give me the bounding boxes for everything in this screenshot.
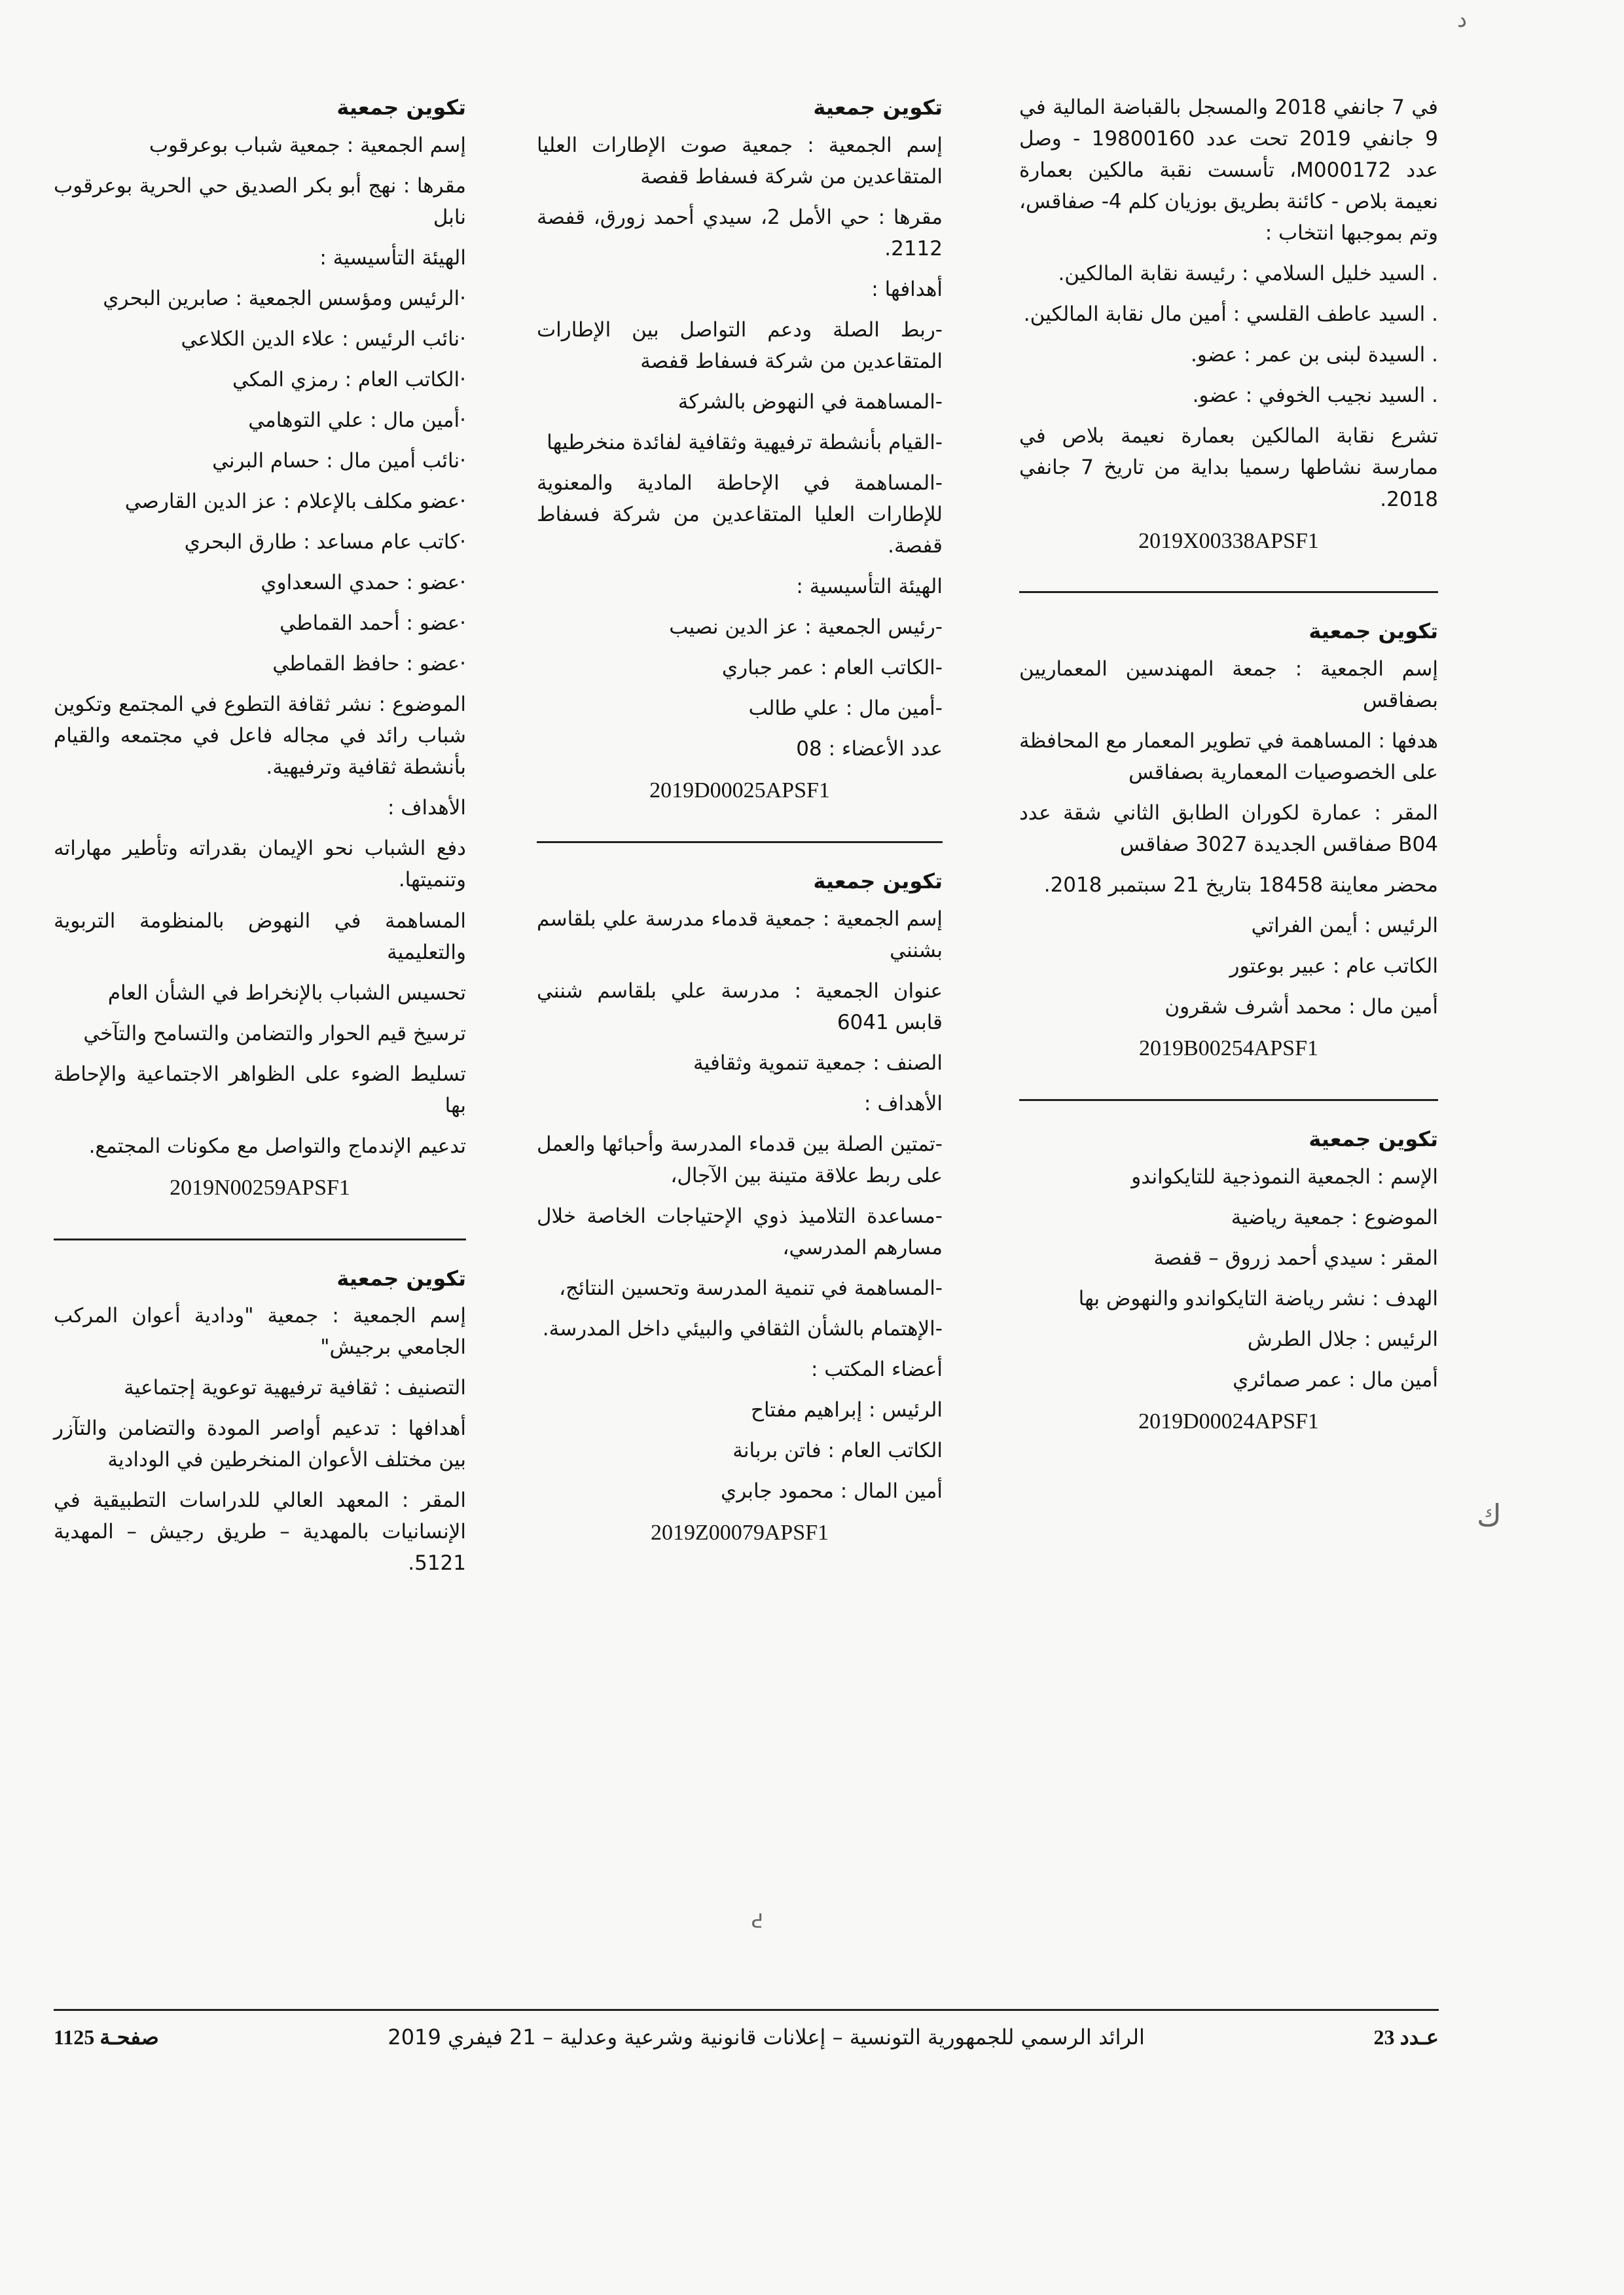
- notice-text: ·عضو : أحمد القماطي: [280, 611, 466, 636]
- notice-text: ·عضو مكلف بالإعلام : عز الدين القارصي: [124, 490, 466, 514]
- notice-text: ·أمين مال : علي التوهامي: [248, 408, 466, 432]
- notice-title: تكوين جمعية: [813, 95, 943, 120]
- notice-text: -المساهمة في النهوض بالشركة: [677, 389, 943, 414]
- notice-text: الرئيس : جلال الطرش: [1247, 1327, 1438, 1351]
- notice-text: الصنف : جمعية تنموية وثقافية: [693, 1051, 943, 1075]
- notice-text: -الكاتب العام : عمر جباري: [721, 656, 943, 680]
- notice-text: أمين مال : عمر صمائري: [1233, 1367, 1438, 1392]
- notice-text: أهدافها : تدعيم أواصر المودة والتضامن والتآزر بين مختلف الأعوان المنخرطين في الودادية: [54, 1417, 466, 1472]
- notice-text: المقر : عمارة لكوران الطابق الثاني شقة عدد B04 صفاقس الجديدة 3027 صفاقس: [1019, 801, 1438, 857]
- notice-text: الإسم : الجمعية النموذجية للتايكواندو: [1131, 1165, 1438, 1189]
- notice-text: الرئيس : أيمن الفراتي: [1251, 914, 1438, 938]
- notice-text: عنوان الجمعية : مدرسة علي بلقاسم شنني قابس 6041: [537, 979, 943, 1034]
- notice-text: أمين المال : محمود جابري: [721, 1479, 943, 1504]
- notice-rejiche-staff: [54, 1263, 466, 1580]
- notice-text: -أمين مال : علي طالب: [748, 696, 943, 721]
- notice-text: ترسيخ قيم الحوار والتضامن والتسامح والتآخي: [83, 1021, 466, 1045]
- notice-reference-code: 2019D00024APSF1: [1138, 1409, 1319, 1434]
- notice-text: المقر : المعهد العالي للدراسات التطبيقية في الإنسانيات بالمهدية – طريق رجيش – المهدية 5121.: [54, 1489, 466, 1576]
- notice-text: الكاتب العام : فاتن بربانة: [732, 1439, 943, 1463]
- notice-text: ·نائب الرئيس : علاء الدين الكلاعي: [181, 327, 466, 351]
- notice-text: المقر : سيدي أحمد زروق – قفصة: [1153, 1246, 1438, 1270]
- notice-text: أهدافها :: [871, 277, 943, 301]
- margin-mark: ᕍ: [751, 1910, 764, 1933]
- notice-text: ·الرئيس ومؤسس الجمعية : صابرين البحري: [103, 286, 466, 310]
- notice-text: -القيام بأنشطة ترفيهية وثقافية لفائدة منخرطيها: [547, 430, 943, 454]
- margin-mark: ﺩ: [1457, 7, 1468, 33]
- notice-text: . السيد نجيب الخوفي : عضو.: [1192, 384, 1438, 408]
- notice-text: -الإهتمام بالشأن الثقافي والبيئي داخل المدرسة.: [542, 1317, 943, 1341]
- notice-text: أعضاء المكتب :: [810, 1358, 943, 1382]
- notice-text: . السيد عاطف القلسي : أمين مال نقابة المالكين.: [1023, 302, 1438, 327]
- notice-text: -المساهمة في تنمية المدرسة وتحسين النتائج،: [559, 1276, 943, 1301]
- notice-text: . السيد خليل السلامي : رئيسة نقابة المالكين.: [1058, 262, 1438, 286]
- notice-text: الهيئة التأسيسية :: [319, 245, 466, 270]
- notice-text: في 7 جانفي 2018 والمسجل بالقباضة المالية في 9 جانفي 2019 تحت عدد 19800160 - وصل عدد M000172، تأسست نقبة مالكين بعمارة نعيمة بلاص - كائنة بطريق بوزيان كلم 4- صفاقس، وتم بموجبها انتخاب :: [1019, 96, 1439, 245]
- notice-text: ·عضو : حافظ القماطي: [272, 652, 466, 676]
- notice-text: الموضوع : نشر ثقافة التطوع في المجتمع وتكوين شباب رائد في مجاله فاعل في مجتمعه والقيام بأنشطة ثقافية وترفيهية.: [54, 693, 466, 780]
- notice-text: إسم الجمعية : جمعية صوت الإطارات العليا المتقاعدين من شركة فسفاط قفصة: [537, 133, 943, 189]
- divider: [54, 1238, 466, 1240]
- notice-text: إسم الجمعية : جمعية قدماء مدرسة علي بلقاسم بشنني: [537, 907, 943, 962]
- notice-text: ·الكاتب العام : رمزي المكي: [232, 367, 466, 391]
- margin-mark: ﻙ: [1477, 1498, 1502, 1533]
- notice-text: ·نائب أمين مال : حسام البرني: [212, 448, 466, 473]
- notice-text: -مساعدة التلاميذ ذوي الإحتياجات الخاصة خلال مسارهم المدرسي،: [537, 1204, 943, 1260]
- notice-text: هدفها : المساهمة في تطوير المعمار مع المحافظة على الخصوصيات المعمارية بصفاقس: [1019, 729, 1438, 784]
- column-left: [54, 92, 466, 1589]
- notice-text: الرئيس : إبراهيم مفتاح: [750, 1398, 943, 1422]
- divider: [1019, 591, 1438, 593]
- notice-text: محضر معاينة 18458 بتاريخ 21 سبتمبر 2018.: [1043, 873, 1438, 897]
- notice-text: الهدف : نشر رياضة التايكواندو والنهوض بها: [1078, 1286, 1438, 1310]
- notice-reference-code: 2019B00254APSF1: [1139, 1036, 1318, 1061]
- notice-text: دفع الشباب نحو الإيمان بقدراته وتأطير مهاراته وتنميتها.: [54, 837, 466, 892]
- notice-reference-code: 2019N00259APSF1: [170, 1175, 350, 1200]
- notice-text: التصنيف : ثقافية ترفيهية توعوية إجتماعية: [124, 1376, 466, 1400]
- notice-reference-code: 2019Z00079APSF1: [650, 1521, 829, 1545]
- notice-text: إسم الجمعية : جمعية شباب بوعرقوب: [149, 133, 466, 157]
- notice-text: ·عضو : حمدي السعداوي: [261, 571, 466, 595]
- notice-taekwondo: [1019, 1123, 1438, 1439]
- notice-phosphate-retirees: [537, 92, 943, 808]
- page-footer: [54, 2017, 1439, 2057]
- journal-title: الرائد الرسمي للجمهورية التونسية – إعلانات قانونية وشرعية وعدلية – 21 فيفري 2019: [388, 2025, 1145, 2050]
- notice-title: تكوين جمعية: [336, 1265, 466, 1291]
- notice-school-alumni: [537, 865, 943, 1551]
- notice-text: . السيدة لبنى بن عمر : عضو.: [1191, 343, 1438, 367]
- notice-title: تكوين جمعية: [813, 869, 943, 894]
- notice-text: -رئيس الجمعية : عز الدين نصيب: [669, 615, 943, 640]
- notice-reference-code: 2019X00338APSF1: [1138, 528, 1319, 553]
- notice-text: -المساهمة في الإحاطة المادية والمعنوية للإطارات العليا المتقاعدين من شركة فسفاط قفصة.: [537, 471, 943, 558]
- notice-title: تكوين جمعية: [1308, 619, 1438, 644]
- notice-text: تشرع نقابة المالكين بعمارة نعيمة بلاص في ممارسة نشاطها رسميا بداية من تاريخ 7 جانفي 2018.: [1019, 424, 1438, 511]
- notice-text: تسليط الضوء على الظواهر الاجتماعية والإحاطة بها: [54, 1062, 466, 1117]
- column-right: [1019, 92, 1438, 1439]
- notice-text: الأهداف :: [388, 796, 466, 820]
- notice-text: الأهداف :: [864, 1091, 943, 1115]
- notice-text: تحسيس الشباب بالإنخراط في الشأن العام: [107, 981, 466, 1005]
- notice-text: -ربط الصلة ودعم التواصل بين الإطارات المتقاعدين من شركة فسفاط قفصة: [537, 317, 943, 373]
- notice-architects-sfax: [1019, 615, 1438, 1066]
- notice-text: إسم الجمعية : جمعة المهندسين المعماريين بصفاقس: [1019, 657, 1438, 712]
- notice-text: -تمتين الصلة بين قدماء المدرسة وأحبائها والعمل على ربط علاقة متينة بين الآجال،: [537, 1132, 943, 1187]
- notice-title: تكوين جمعية: [1308, 1127, 1438, 1151]
- divider: [537, 841, 943, 843]
- notice-union-naima-palace: [1019, 92, 1438, 558]
- issue-number: عـدد 23: [1373, 2025, 1439, 2049]
- notice-reference-code: 2019D00025APSF1: [649, 778, 830, 803]
- notice-text: مقرها : حي الأمل 2، سيدي أحمد زورق، قفصة 2112.: [537, 205, 943, 261]
- page-number: صفحـة 1125: [54, 2025, 159, 2049]
- notice-text: إسم الجمعية : جمعية "ودادية أعوان المركب الجامعي برجيش": [54, 1304, 466, 1360]
- notice-text: عدد الأعضاء : 08: [796, 737, 943, 761]
- notice-text: ·كاتب عام مساعد : طارق البحري: [184, 530, 466, 554]
- notice-bouargoub-youth: [54, 92, 466, 1206]
- notice-title: تكوين جمعية: [336, 95, 466, 120]
- column-middle: [537, 92, 943, 1551]
- notice-text: الهيئة التأسيسية :: [796, 575, 943, 599]
- notice-text: المساهمة في النهوض بالمنظومة التربوية والتعليمية: [54, 909, 466, 964]
- notice-text: أمين مال : محمد أشرف شقرون: [1164, 995, 1438, 1019]
- notice-text: تدعيم الإندماج والتواصل مع مكونات المجتمع.: [88, 1134, 466, 1158]
- notice-text: الموضوع : جمعية رياضية: [1231, 1205, 1438, 1229]
- footer-rule: [54, 2009, 1439, 2011]
- divider: [1019, 1099, 1438, 1101]
- notice-text: الكاتب عام : عبير بوعتور: [1229, 954, 1438, 979]
- notice-text: مقرها : نهج أبو بكر الصديق حي الحرية بوعرقوب نابل: [54, 173, 466, 229]
